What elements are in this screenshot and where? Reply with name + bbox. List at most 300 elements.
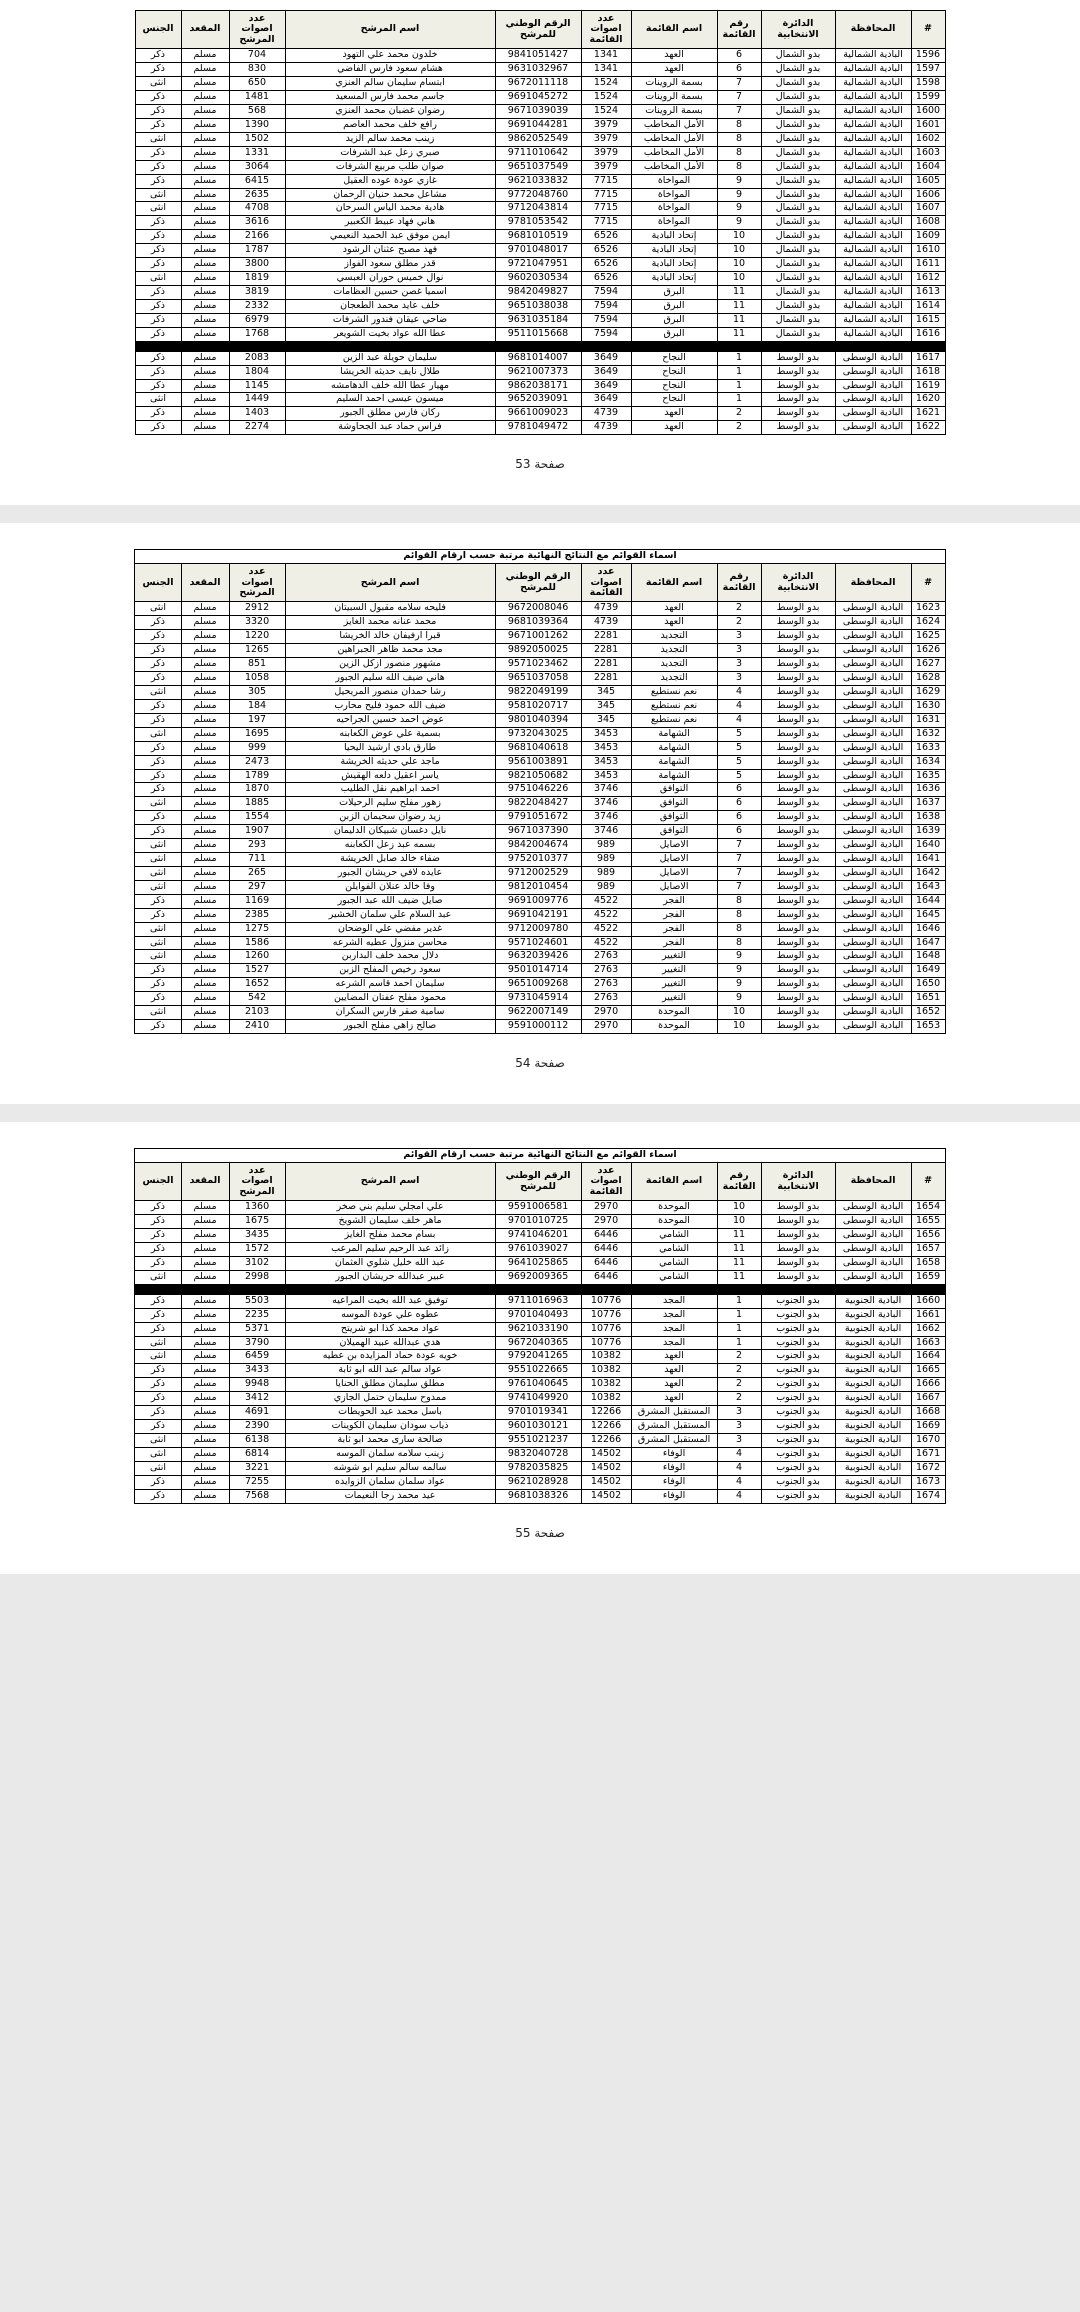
cell-list-name: نعم نستطيع <box>631 685 717 699</box>
cell-list-votes: 345 <box>581 699 631 713</box>
cell-list-name: الأمل المخاطب <box>631 160 717 174</box>
cell-candidate: عبد السلام علي سلمان الخشير <box>285 908 495 922</box>
cell-candidate: صوان طلب مربيع الشرفات <box>285 160 495 174</box>
cell-num: 1624 <box>911 616 945 630</box>
table-row <box>135 421 945 435</box>
cell-candidate: بسمية علي عوض الكعابنه <box>285 727 495 741</box>
cell-candidate-votes: 1652 <box>229 978 285 992</box>
cell-gender: ذكر <box>135 1229 181 1243</box>
cell-national-id: 9631032967 <box>495 63 581 77</box>
cell-num: 1627 <box>911 658 945 672</box>
cell-gender: ذكر <box>135 1215 181 1229</box>
cell-list-votes: 2763 <box>581 964 631 978</box>
cell-list-number: 10 <box>717 230 761 244</box>
cell-list-name: العهد <box>631 602 717 616</box>
cell-candidate-votes: 1870 <box>229 783 285 797</box>
cell-candidate: خويه عودة حماد المزايده بن عطيه <box>285 1350 495 1364</box>
cell-national-id: 9601030121 <box>495 1420 581 1434</box>
cell-candidate: توفيق عبد الله بخيت المراعيه <box>285 1294 495 1308</box>
cell-list-name: الموحدة <box>631 1020 717 1034</box>
cell-candidate-votes: 1058 <box>229 672 285 686</box>
cell-list-votes: 345 <box>581 713 631 727</box>
cell-candidate: عيد محمد رجا النعيمات <box>285 1489 495 1503</box>
cell-list-number: 11 <box>717 1256 761 1270</box>
cell-candidate: جاسم محمد فارس المسعيد <box>285 91 495 105</box>
cell-list-name: نعم نستطيع <box>631 699 717 713</box>
cell-list-number: 6 <box>717 49 761 63</box>
cell-governorate: البادية الوسطى <box>835 783 911 797</box>
table-row <box>135 202 945 216</box>
cell-candidate-votes: 1695 <box>229 727 285 741</box>
cell-list-number: 2 <box>717 1378 761 1392</box>
cell-seat: مسلم <box>181 769 229 783</box>
cell-list-number: 9 <box>717 992 761 1006</box>
cell-num: 1651 <box>911 992 945 1006</box>
table-row <box>135 839 945 853</box>
cell-gender: ذكر <box>135 894 181 908</box>
col-header-list-votes: عدد اصوات القائمة <box>581 11 631 49</box>
cell-list-number: 7 <box>717 880 761 894</box>
cell-list-votes: 14502 <box>581 1489 631 1503</box>
cell-list-name: الشهامة <box>631 741 717 755</box>
cell-num: 1636 <box>911 783 945 797</box>
cell-circle: بدو الشمال <box>761 216 835 230</box>
cell-seat: مسلم <box>181 727 229 741</box>
table-row <box>135 630 945 644</box>
cell-circle: بدو الوسط <box>761 1243 835 1257</box>
cell-gender: ذكر <box>135 327 181 341</box>
cell-list-name: الاصايل <box>631 866 717 880</box>
cell-seat: مسلم <box>181 1020 229 1034</box>
cell-list-name: الاصايل <box>631 880 717 894</box>
cell-national-id: 9691009776 <box>495 894 581 908</box>
table-row <box>135 713 945 727</box>
cell-list-name: المجد <box>631 1336 717 1350</box>
cell-list-number: 8 <box>717 894 761 908</box>
cell-candidate-votes: 197 <box>229 713 285 727</box>
cell-gender: ذكر <box>135 1256 181 1270</box>
cell-candidate: وفا خالد عنلان الفوايلن <box>285 880 495 894</box>
cell-gender: ذكر <box>135 964 181 978</box>
cell-list-votes: 1341 <box>581 49 631 63</box>
cell-candidate-votes: 6814 <box>229 1447 285 1461</box>
document-page <box>0 523 1080 1104</box>
cell-candidate-votes: 1554 <box>229 811 285 825</box>
cell-seat: مسلم <box>181 755 229 769</box>
cell-gender: انثى <box>135 950 181 964</box>
cell-list-number: 7 <box>717 839 761 853</box>
table-body <box>135 602 945 1034</box>
cell-gender: ذكر <box>135 1475 181 1489</box>
cell-circle: بدو الجنوب <box>761 1475 835 1489</box>
cell-num: 1625 <box>911 630 945 644</box>
cell-candidate: هاني ضيف الله سليم الجبور <box>285 672 495 686</box>
cell-list-name: الشامي <box>631 1243 717 1257</box>
table-row <box>135 379 945 393</box>
table-row <box>135 299 945 313</box>
cell-circle: بدو الوسط <box>761 658 835 672</box>
table-row <box>135 230 945 244</box>
cell-national-id: 9782035825 <box>495 1461 581 1475</box>
cell-national-id: 9671037390 <box>495 825 581 839</box>
cell-list-votes: 10776 <box>581 1308 631 1322</box>
cell-num: 1632 <box>911 727 945 741</box>
cell-gender: انثى <box>135 727 181 741</box>
cell-list-number: 9 <box>717 964 761 978</box>
cell-circle: بدو الوسط <box>761 644 835 658</box>
cell-list-number: 10 <box>717 244 761 258</box>
cell-list-number: 8 <box>717 160 761 174</box>
cell-seat: مسلم <box>181 978 229 992</box>
cell-national-id: 9731045914 <box>495 992 581 1006</box>
cell-circle: بدو الجنوب <box>761 1392 835 1406</box>
table-row <box>135 313 945 327</box>
cell-governorate: البادية الجنوبية <box>835 1434 911 1448</box>
cell-national-id: 9822049199 <box>495 685 581 699</box>
cell-circle: بدو الجنوب <box>761 1322 835 1336</box>
cell-candidate-votes: 2912 <box>229 602 285 616</box>
cell-num: 1609 <box>911 230 945 244</box>
cell-list-votes: 6526 <box>581 230 631 244</box>
cell-national-id: 9631035184 <box>495 313 581 327</box>
table-row <box>135 616 945 630</box>
cell-list-name: الأمل المخاطب <box>631 146 717 160</box>
cell-list-number: 2 <box>717 602 761 616</box>
cell-candidate: هادية محمد الياس السرحان <box>285 202 495 216</box>
cell-list-votes: 2763 <box>581 978 631 992</box>
cell-num: 1604 <box>911 160 945 174</box>
cell-list-name: العهد <box>631 407 717 421</box>
cell-candidate-votes: 704 <box>229 49 285 63</box>
cell-candidate: بسام محمد مفلح الغايز <box>285 1229 495 1243</box>
cell-gender: ذكر <box>135 1020 181 1034</box>
cell-governorate: البادية الجنوبية <box>835 1350 911 1364</box>
cell-list-votes: 1524 <box>581 105 631 119</box>
cell-national-id: 9621028928 <box>495 1475 581 1489</box>
cell-gender: ذكر <box>135 230 181 244</box>
cell-circle: بدو الوسط <box>761 1256 835 1270</box>
cell-gender: ذكر <box>135 1420 181 1434</box>
col-header-list-number: رقم القائمة <box>717 11 761 49</box>
cell-circle: بدو الوسط <box>761 393 835 407</box>
cell-list-votes: 989 <box>581 853 631 867</box>
cell-num: 1660 <box>911 1294 945 1308</box>
cell-list-votes: 3746 <box>581 797 631 811</box>
table-row <box>135 49 945 63</box>
cell-seat: مسلم <box>181 49 229 63</box>
page-number: صفحة 55 <box>515 1525 565 1540</box>
cell-seat: مسلم <box>181 258 229 272</box>
cell-circle: بدو الشمال <box>761 313 835 327</box>
cell-list-name: الشهامة <box>631 769 717 783</box>
section-separator-bar <box>135 341 945 351</box>
col-header-candidate-votes: عدد اصوات المرشح <box>229 11 285 49</box>
cell-governorate: البادية الوسطى <box>835 950 911 964</box>
table-row <box>135 1364 945 1378</box>
cell-candidate-votes: 1360 <box>229 1201 285 1215</box>
cell-national-id: 9701019341 <box>495 1406 581 1420</box>
cell-seat: مسلم <box>181 1308 229 1322</box>
cell-candidate: غازي عودة عوده العقيل <box>285 174 495 188</box>
cell-list-votes: 3979 <box>581 160 631 174</box>
col-header-list-name: اسم القائمة <box>631 1162 717 1200</box>
cell-candidate-votes: 3433 <box>229 1364 285 1378</box>
cell-seat: مسلم <box>181 616 229 630</box>
cell-governorate: البادية الشمالية <box>835 174 911 188</box>
cell-list-number: 6 <box>717 783 761 797</box>
cell-seat: مسلم <box>181 1378 229 1392</box>
cell-circle: بدو الوسط <box>761 365 835 379</box>
cell-circle: بدو الوسط <box>761 1006 835 1020</box>
cell-circle: بدو الوسط <box>761 407 835 421</box>
cell-governorate: البادية الوسطى <box>835 825 911 839</box>
cell-circle: بدو الجنوب <box>761 1336 835 1350</box>
table-row <box>135 63 945 77</box>
cell-governorate: البادية الوسطى <box>835 351 911 365</box>
cell-candidate: زائد عبد الرحيم سليم المرعب <box>285 1243 495 1257</box>
page-number: صفحة 54 <box>515 1056 565 1071</box>
table-row <box>135 1270 945 1284</box>
cell-list-number: 10 <box>717 1201 761 1215</box>
table-row <box>135 1489 945 1503</box>
cell-num: 1650 <box>911 978 945 992</box>
cell-candidate-votes: 3790 <box>229 1336 285 1350</box>
cell-list-votes: 345 <box>581 685 631 699</box>
cell-candidate: مطلق سليمان مطلق الحنايا <box>285 1378 495 1392</box>
cell-circle: بدو الوسط <box>761 853 835 867</box>
col-header-governorate: المحافظة <box>835 11 911 49</box>
cell-candidate-votes: 2635 <box>229 188 285 202</box>
cell-num: 1663 <box>911 1336 945 1350</box>
cell-num: 1620 <box>911 393 945 407</box>
table-row <box>135 407 945 421</box>
table-row <box>135 188 945 202</box>
cell-candidate: زينب سلامه سلمان الموسه <box>285 1447 495 1461</box>
cell-candidate: ضفاء خالد صابل الخريشة <box>285 853 495 867</box>
cell-candidate-votes: 3435 <box>229 1229 285 1243</box>
cell-list-name: الفجر <box>631 908 717 922</box>
cell-seat: مسلم <box>181 1201 229 1215</box>
cell-list-number: 5 <box>717 727 761 741</box>
cell-governorate: البادية الوسطى <box>835 1229 911 1243</box>
cell-num: 1668 <box>911 1406 945 1420</box>
cell-seat: مسلم <box>181 1420 229 1434</box>
cell-governorate: البادية الشمالية <box>835 132 911 146</box>
cell-list-number: 11 <box>717 1270 761 1284</box>
cell-list-number: 6 <box>717 63 761 77</box>
table-row <box>135 811 945 825</box>
col-header-governorate: المحافظة <box>835 564 911 602</box>
cell-governorate: البادية الشمالية <box>835 272 911 286</box>
cell-circle: بدو الوسط <box>761 783 835 797</box>
cell-national-id: 9681014007 <box>495 351 581 365</box>
cell-candidate-votes: 5371 <box>229 1322 285 1336</box>
cell-gender: انثى <box>135 602 181 616</box>
cell-candidate: طارق بادي ارشيد اليحيا <box>285 741 495 755</box>
cell-national-id: 9691044281 <box>495 118 581 132</box>
cell-gender: ذكر <box>135 658 181 672</box>
col-header-circle: الدائرة الانتخابية <box>761 564 835 602</box>
cell-candidate-votes: 2998 <box>229 1270 285 1284</box>
cell-circle: بدو الوسط <box>761 351 835 365</box>
cell-list-number: 11 <box>717 1229 761 1243</box>
cell-candidate-votes: 1390 <box>229 118 285 132</box>
table-row <box>135 685 945 699</box>
table-row <box>135 978 945 992</box>
cell-governorate: البادية الوسطى <box>835 1020 911 1034</box>
cell-num: 1613 <box>911 285 945 299</box>
cell-list-number: 4 <box>717 1489 761 1503</box>
cell-seat: مسلم <box>181 839 229 853</box>
cell-candidate: مشهور منصور ازكل الزين <box>285 658 495 672</box>
cell-candidate-votes: 1145 <box>229 379 285 393</box>
cell-list-name: بسمة الروينات <box>631 91 717 105</box>
cell-candidate: علي امجلي سليم بني صخر <box>285 1201 495 1215</box>
cell-list-number: 8 <box>717 146 761 160</box>
cell-seat: مسلم <box>181 230 229 244</box>
col-header-gender: الجنس <box>135 1162 181 1200</box>
cell-list-name: المجد <box>631 1308 717 1322</box>
cell-seat: مسلم <box>181 894 229 908</box>
cell-list-number: 5 <box>717 769 761 783</box>
cell-gender: انثى <box>135 393 181 407</box>
cell-list-votes: 10382 <box>581 1378 631 1392</box>
cell-list-name: بسمة الروينات <box>631 77 717 91</box>
cell-list-name: الوفاء <box>631 1461 717 1475</box>
cell-seat: مسلم <box>181 602 229 616</box>
cell-gender: ذكر <box>135 755 181 769</box>
cell-governorate: البادية الوسطى <box>835 1270 911 1284</box>
cell-gender: ذكر <box>135 1392 181 1406</box>
cell-list-name: التغيير <box>631 964 717 978</box>
cell-circle: بدو الشمال <box>761 299 835 313</box>
cell-list-name: النجاح <box>631 393 717 407</box>
cell-national-id: 9692009365 <box>495 1270 581 1284</box>
cell-governorate: البادية الشمالية <box>835 118 911 132</box>
results-table <box>134 1148 945 1504</box>
cell-governorate: البادية الوسطى <box>835 407 911 421</box>
cell-candidate-votes: 2083 <box>229 351 285 365</box>
cell-list-votes: 1524 <box>581 77 631 91</box>
cell-num: 1642 <box>911 866 945 880</box>
cell-seat: مسلم <box>181 908 229 922</box>
table-title-row <box>135 1149 945 1163</box>
cell-circle: بدو الوسط <box>761 421 835 435</box>
cell-num: 1607 <box>911 202 945 216</box>
cell-list-number: 1 <box>717 1308 761 1322</box>
cell-list-name: إتحاد البادية <box>631 258 717 272</box>
cell-list-votes: 6526 <box>581 272 631 286</box>
cell-candidate: زهور مفلح سليم الرحيلات <box>285 797 495 811</box>
cell-list-votes: 7594 <box>581 299 631 313</box>
cell-seat: مسلم <box>181 1489 229 1503</box>
cell-governorate: البادية الجنوبية <box>835 1336 911 1350</box>
cell-governorate: البادية الوسطى <box>835 978 911 992</box>
cell-governorate: البادية الوسطى <box>835 839 911 853</box>
cell-list-number: 9 <box>717 950 761 964</box>
cell-list-number: 4 <box>717 713 761 727</box>
table-row <box>135 853 945 867</box>
cell-list-number: 6 <box>717 811 761 825</box>
cell-num: 1665 <box>911 1364 945 1378</box>
cell-candidate-votes: 7255 <box>229 1475 285 1489</box>
cell-governorate: البادية الوسطى <box>835 685 911 699</box>
cell-circle: بدو الشمال <box>761 285 835 299</box>
cell-gender: ذكر <box>135 783 181 797</box>
cell-circle: بدو الجنوب <box>761 1489 835 1503</box>
cell-gender: انثى <box>135 272 181 286</box>
cell-seat: مسلم <box>181 1270 229 1284</box>
cell-circle: بدو الشمال <box>761 174 835 188</box>
cell-national-id: 9741049920 <box>495 1392 581 1406</box>
cell-num: 1648 <box>911 950 945 964</box>
table-row <box>135 1420 945 1434</box>
cell-list-votes: 6446 <box>581 1229 631 1243</box>
cell-circle: بدو الجنوب <box>761 1350 835 1364</box>
cell-candidate-votes: 4691 <box>229 1406 285 1420</box>
cell-governorate: البادية الجنوبية <box>835 1420 911 1434</box>
cell-gender: ذكر <box>135 978 181 992</box>
cell-list-votes: 989 <box>581 839 631 853</box>
cell-gender: ذكر <box>135 908 181 922</box>
cell-num: 1659 <box>911 1270 945 1284</box>
cell-list-name: التغيير <box>631 950 717 964</box>
cell-national-id: 9801040394 <box>495 713 581 727</box>
table-row <box>135 644 945 658</box>
cell-candidate: ذياب سودان سليمان الكوينات <box>285 1420 495 1434</box>
cell-seat: مسلم <box>181 393 229 407</box>
cell-governorate: البادية الوسطى <box>835 393 911 407</box>
cell-national-id: 9571023462 <box>495 658 581 672</box>
cell-governorate: البادية الشمالية <box>835 188 911 202</box>
cell-list-votes: 3979 <box>581 132 631 146</box>
cell-national-id: 9681039364 <box>495 616 581 630</box>
cell-list-name: التجديد <box>631 672 717 686</box>
cell-circle: بدو الوسط <box>761 713 835 727</box>
cell-list-votes: 2281 <box>581 630 631 644</box>
cell-list-name: التوافق <box>631 783 717 797</box>
col-header-seat: المقعد <box>181 11 229 49</box>
cell-gender: ذكر <box>135 258 181 272</box>
cell-national-id: 9701040493 <box>495 1308 581 1322</box>
cell-candidate-votes: 2410 <box>229 1020 285 1034</box>
cell-governorate: البادية الجنوبية <box>835 1294 911 1308</box>
cell-national-id: 9591006581 <box>495 1201 581 1215</box>
col-header-num: # <box>911 564 945 602</box>
cell-list-number: 8 <box>717 118 761 132</box>
cell-national-id: 9621033832 <box>495 174 581 188</box>
col-header-list-name: اسم القائمة <box>631 11 717 49</box>
cell-seat: مسلم <box>181 922 229 936</box>
cell-list-votes: 4739 <box>581 421 631 435</box>
table-row <box>135 602 945 616</box>
cell-num: 1673 <box>911 1475 945 1489</box>
col-header-num: # <box>911 1162 945 1200</box>
cell-candidate: هشام سعود فارس الفاضي <box>285 63 495 77</box>
cell-national-id: 9791051672 <box>495 811 581 825</box>
cell-candidate: ميسون عيسى احمد السليم <box>285 393 495 407</box>
cell-seat: مسلم <box>181 1392 229 1406</box>
cell-candidate: عطا الله عواد بخيت الشويعر <box>285 327 495 341</box>
cell-gender: ذكر <box>135 91 181 105</box>
cell-list-number: 8 <box>717 922 761 936</box>
cell-candidate-votes: 5503 <box>229 1294 285 1308</box>
cell-candidate-votes: 1169 <box>229 894 285 908</box>
cell-list-number: 4 <box>717 1447 761 1461</box>
table-row <box>135 1322 945 1336</box>
cell-candidate: عبد الله خليل شلوي العثمان <box>285 1256 495 1270</box>
cell-seat: مسلم <box>181 880 229 894</box>
